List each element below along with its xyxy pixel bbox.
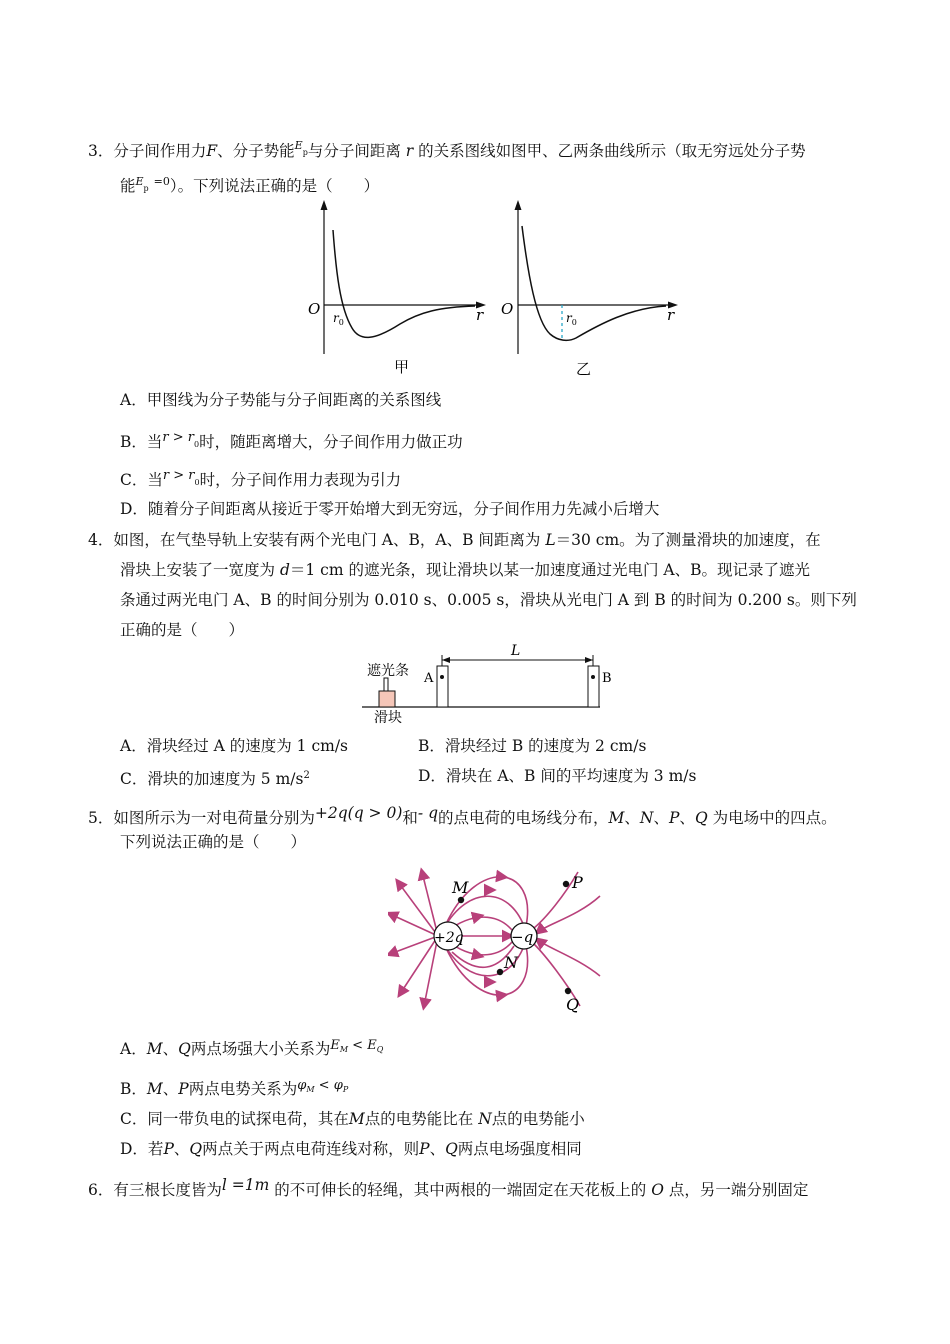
q3-option-d: D．随着分子间距离从接近于零开始增大到无穷远，分子间作用力先减小后增大 [120,500,660,518]
point-p [563,881,569,887]
q4-line-3: 条通过两光电门 A、B 的时间分别为 0.010 s、0.005 s，滑块从光电门 A 到 B 的时间为 0.200 s。则下列 [120,591,857,609]
q3-line-1: 3．分子间作用力F、分子势能$^E$p与分子间距离 r 的关系图线如图甲、乙两条曲线所示（取无穷远处分子势 [88,139,806,160]
q4-line-4: 正确的是（ ） [120,621,245,639]
arrow-left-icon [442,657,450,663]
q5-option-c: C．同一带负电的试探电荷，其在M点的电势能比在 N点的电势能小 [120,1110,585,1128]
point-p-label: P [572,873,583,892]
r-axis-label: r [667,306,675,324]
q5-line-1: 5．如图所示为一对电荷量分别为+2q(q > 0)和- q的点电荷的电场线分布，M、N、P、Q 为电场中的四点。 [88,804,837,827]
slider-block [379,691,395,707]
q4-line-2: 滑块上安装了一宽度为 d＝1 cm 的遮光条，现让滑块以某一加速度通过光电门 A、B。现记录了遮光 [120,561,810,579]
light-strip [384,678,388,691]
q5-option-b: B．M、P两点电势关系为$^\varphi$M < $^\varphi$P [120,1078,349,1098]
point-m [458,897,464,903]
slider-label: 滑块 [374,710,402,726]
caption-yi: 乙 [576,360,592,378]
point-n [497,969,503,975]
origin-label: O [308,300,321,318]
distance-label: L [511,643,521,659]
q4-option-a: A．滑块经过 A 的速度为 1 cm/s [120,737,349,755]
graph-yi [501,200,678,378]
q4-option-b: B．滑块经过 B 的速度为 2 cm/s [418,737,647,755]
gate-a [437,666,448,707]
q4-option-d: D．滑块在 A、B 间的平均速度为 3 m/s [418,767,697,785]
gate-b-dot [591,675,595,679]
y-axis-arrow-icon [321,200,328,210]
gate-a-label: A [424,671,434,686]
point-n-label: N [504,953,518,972]
gate-a-dot [440,675,444,679]
gate-b-label: B [602,671,612,686]
origin-label: O [501,300,514,318]
q6-line-1: 6．有三根长度皆为l =1m 的不可伸长的轻绳，其中两根的一端固定在天花板上的 O 点，另一端分别固定 [88,1176,809,1199]
q3-option-b: B．当$^{r > r}$0时，随距离增大，分子间作用力做正功 [120,430,463,451]
q3-figure [300,196,700,382]
positive-charge-label: +2q [434,930,464,946]
q4-line-1: 4．如图，在气垫导轨上安装有两个光电门 A、B，A、B 间距离为 L＝30 cm。为了测量滑块的加速度，在 [88,531,821,549]
q5-option-d: D．若P、Q两点关于两点电荷连线对称，则P、Q两点电场强度相同 [120,1140,582,1158]
point-q [565,988,571,994]
r0-label: $r_0$ [333,311,344,327]
y-axis-arrow-icon [515,200,522,210]
point-q-label: Q [566,995,580,1014]
q3-option-c: C．当$^{r > r}$0时，分子间作用力表现为引力 [120,468,402,489]
strip-label: 遮光条 [367,663,409,679]
q4-option-c: C．滑块的加速度为 5 $m/s^2$ [120,770,310,788]
curve-jia [333,230,475,337]
q3-option-a: A．甲图线为分子势能与分子间距离的关系图线 [120,391,442,409]
q5-figure [388,866,604,1016]
r0-label: $r_0$ [566,311,577,327]
r-axis-label: r [476,306,484,324]
point-m-label: M [452,878,469,897]
q3-line-2: 能$^E$p $^{=0}$）。下列说法正确的是（ ） [120,175,380,195]
curve-yi [522,226,666,340]
graph-jia [308,200,486,376]
arrow-right-icon [585,657,593,663]
q5-option-a: A．M、Q两点场强大小关系为$^E$M < $^E$Q [120,1038,384,1058]
gate-b [588,666,599,707]
q5-line-2: 下列说法正确的是（ ） [120,833,307,851]
q4-figure [360,640,620,726]
negative-charge-label: −q [511,928,534,946]
caption-jia: 甲 [394,358,410,376]
field-lines [390,872,600,1006]
